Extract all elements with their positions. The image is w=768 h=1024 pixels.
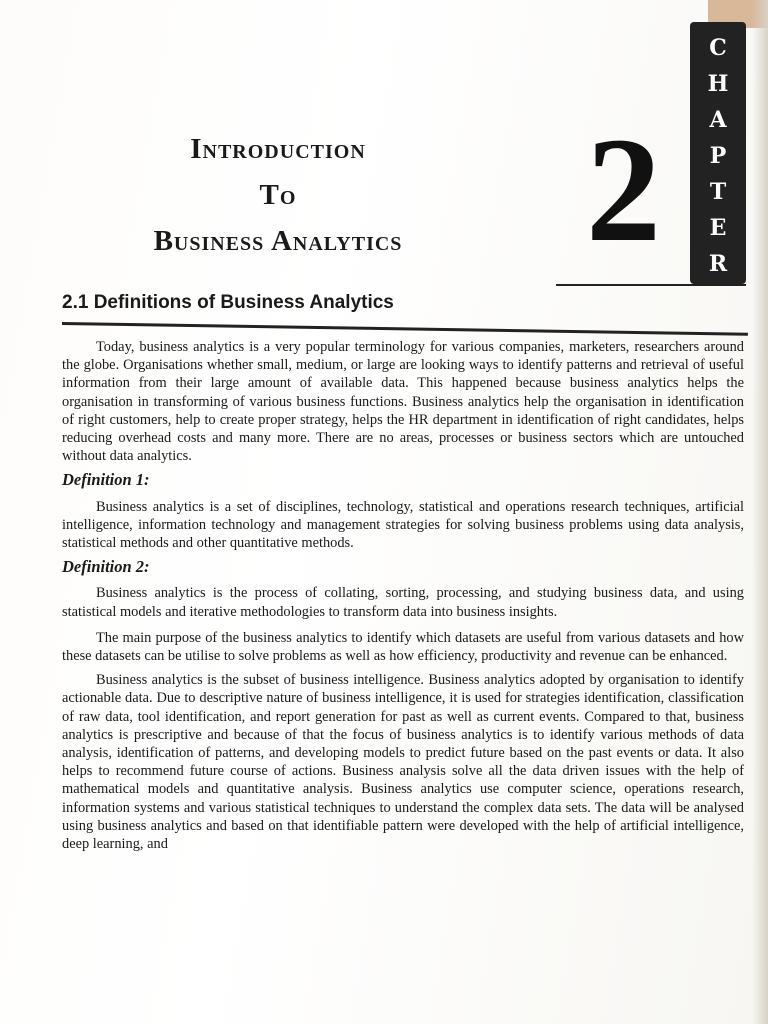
- intro-paragraph: Today, business analytics is a very popular terminology for various companies, marketers, researchers around the globe. Organisations whether small, medium, or large are looking ways to identify patterns and retrieval of useful information from their large amount of available data. This happened because business analytics helps the organisation in transforming of various business functions. Business analytics help the organisation in identification of right customers, help to create proper strategy, helps the HR department in identification of right candidates, helps reducing overhead costs and many more. There are no areas, processes or business sectors which are untouched without data analytics.: [62, 339, 744, 465]
- section-divider: [62, 322, 748, 336]
- chapter-tab-letter: H: [707, 71, 729, 97]
- chapter-title: [78, 126, 478, 264]
- page-edge-shadow: [752, 0, 768, 1024]
- chapter-title-line-3: Business Analytics: [153, 225, 403, 257]
- chapter-tab-letter: P: [709, 143, 727, 169]
- chapter-tab-letter: C: [709, 35, 727, 61]
- chapter-tab-letter: T: [709, 179, 727, 205]
- chapter-tab-letter: R: [708, 251, 728, 277]
- body-text: [62, 338, 744, 859]
- chapter-title-line-1: Introduction: [190, 133, 366, 165]
- definition-2-paragraph: Business analytics is the process of collating, sorting, processing, and studying business data, and using statistical models and iterative methodologies to transform data into business insights.: [62, 585, 744, 620]
- definition-2-heading: Definition 2:: [62, 557, 150, 577]
- chapter-number: 2: [586, 107, 661, 273]
- subset-paragraph: Business analytics is the subset of business intelligence. Business analytics adopted by organisation to identify actionable data. Due to descriptive nature of business intelligence, it is used for strategies identification, classification of raw data, tool identification, and report generation for past as well as current events. Compared to that, business analytics is prescriptive and because of that the focus of business analytics is to identify various methods of data analysis, identification of patterns, and developing models to predict future based on the past events or data. It also helps to recommend future course of actions. Business analysis solve all the data driven issues with the help of mathematical models and quantitative analysis. Business analytics use computer science, operations research, information systems and various statistical techniques to understand the complex data sets. The data will be analysed using business analytics and based on that identifiable pattern were developed with the help of artificial intelligence, deep learning, and: [62, 672, 744, 853]
- chapter-tab-letter: E: [709, 215, 727, 241]
- purpose-paragraph: The main purpose of the business analytics to identify which datasets are useful from various datasets and how these datasets can be utilise to solve problems as well as how efficiency, productivity and revenue can be enhanced.: [62, 629, 744, 665]
- chapter-title-line-2: To: [259, 179, 297, 211]
- definition-1-heading: Definition 1:: [62, 470, 150, 490]
- chapter-tab-letter: A: [709, 107, 727, 133]
- definition-1-paragraph: Business analytics is a set of disciplines, technology, statistical and operations research techniques, artificial intelligence, information technology and management strategies for solving business problems using data analysis, statistical methods and other quantitative methods.: [62, 498, 744, 552]
- chapter-tab: [690, 22, 746, 284]
- chapter-divider: [556, 284, 746, 286]
- section-heading: 2.1 Definitions of Business Analytics: [62, 292, 394, 313]
